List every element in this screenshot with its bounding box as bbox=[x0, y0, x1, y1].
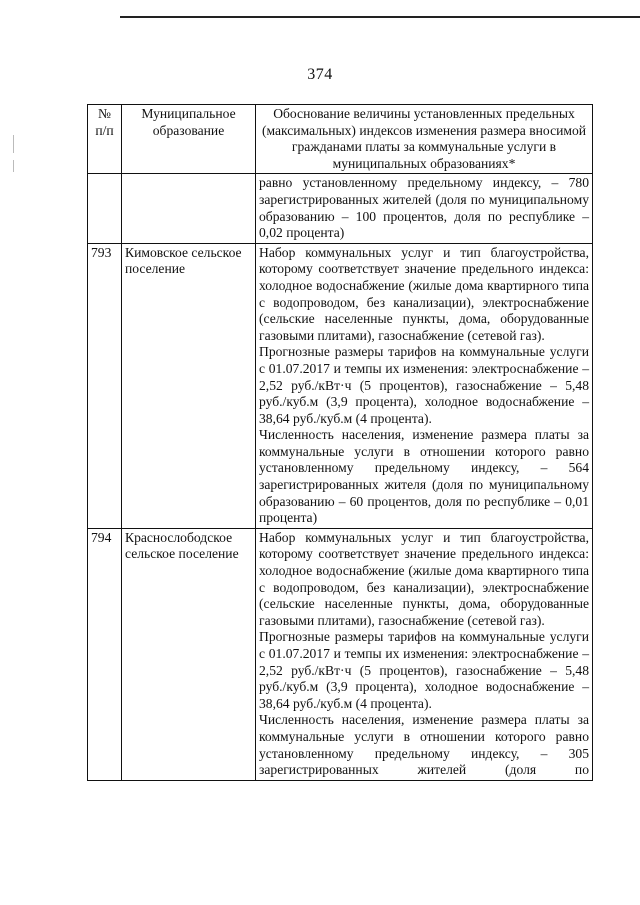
table-row bbox=[88, 528, 593, 780]
header-municipality: Муниципальное образование bbox=[122, 105, 256, 174]
cell-num: 793 bbox=[88, 243, 122, 528]
table-header-row bbox=[88, 105, 593, 174]
cell-justification bbox=[256, 243, 593, 528]
margin-mark bbox=[13, 160, 14, 172]
top-rule bbox=[120, 16, 640, 18]
cell-justification bbox=[256, 528, 593, 780]
justification-paragraph: Прогнозные размеры тарифов на коммунальные услуги с 01.07.2017 и темпы их изменения: электроснабжение – 2,52 руб./кВт·ч (5 процентов), газоснабжение – 5,48 руб./куб.м (3,9 процента), холодное водоснабжение – 38,64 руб./куб.м (4 процента). bbox=[259, 344, 589, 426]
cell-municipality: Краснослободское сельское поселение bbox=[122, 528, 256, 780]
justification-paragraph: Численность населения, изменение размера платы за коммунальные услуги в отношении которого равно установленному предельному индексу, – 564 зарегистрированных жителя (доля по муниципальному образованию – 60 процентов, доля по республике – 0,01 процента) bbox=[259, 427, 589, 526]
cell-municipality bbox=[122, 174, 256, 243]
justification-paragraph: Набор коммунальных услуг и тип благоустройства, которому соответствует значение предельного индекса: холодное водоснабжение (жилые дома квартирного типа с водопроводом, без канализации), электроснабжение (сельские населенные пункты, дома, оборудованные газовыми плитами), газоснабжение (сетевой газ). bbox=[259, 529, 589, 628]
cell-municipality: Кимовское сельское поселение bbox=[122, 243, 256, 528]
justification-paragraph: Прогнозные размеры тарифов на коммунальные услуги с 01.07.2017 и темпы их изменения: электроснабжение – 2,52 руб./кВт·ч (5 процентов), газоснабжение – 5,48 руб./куб.м (3,9 процента), холодное водоснабжение – 38,64 руб./куб.м (4 процента). bbox=[259, 629, 589, 711]
cell-justification bbox=[256, 174, 593, 243]
page-number: 374 bbox=[307, 66, 333, 83]
justification-paragraph: Численность населения, изменение размера платы за коммунальные услуги в отношении которого равно установленному предельному индексу, – 305 зарегистрированных жителей (доля по bbox=[259, 712, 589, 778]
cell-num bbox=[88, 174, 122, 243]
table-row bbox=[88, 243, 593, 528]
margin-mark bbox=[13, 135, 14, 153]
regulation-table bbox=[87, 104, 593, 781]
header-justification: Обоснование величины установленных предельных (максимальных) индексов изменения размера вносимой гражданами платы за коммунальные услуги в муниципальных образованиях* bbox=[256, 105, 593, 174]
header-num: № п/п bbox=[88, 105, 122, 174]
cell-num: 794 bbox=[88, 528, 122, 780]
justification-paragraph: равно установленному предельному индексу, – 780 зарегистрированных жителей (доля по муниципальному образованию – 100 процентов, доля по республике – 0,02 процента) bbox=[259, 175, 589, 241]
justification-paragraph: Набор коммунальных услуг и тип благоустройства, которому соответствует значение предельного индекса: холодное водоснабжение (жилые дома квартирного типа с водопроводом, без канализации), электроснабжение (сельские населенные пункты, дома, оборудованные газовыми плитами), газоснабжение (сетевой газ). bbox=[259, 244, 589, 343]
table-row-continuation bbox=[88, 174, 593, 243]
